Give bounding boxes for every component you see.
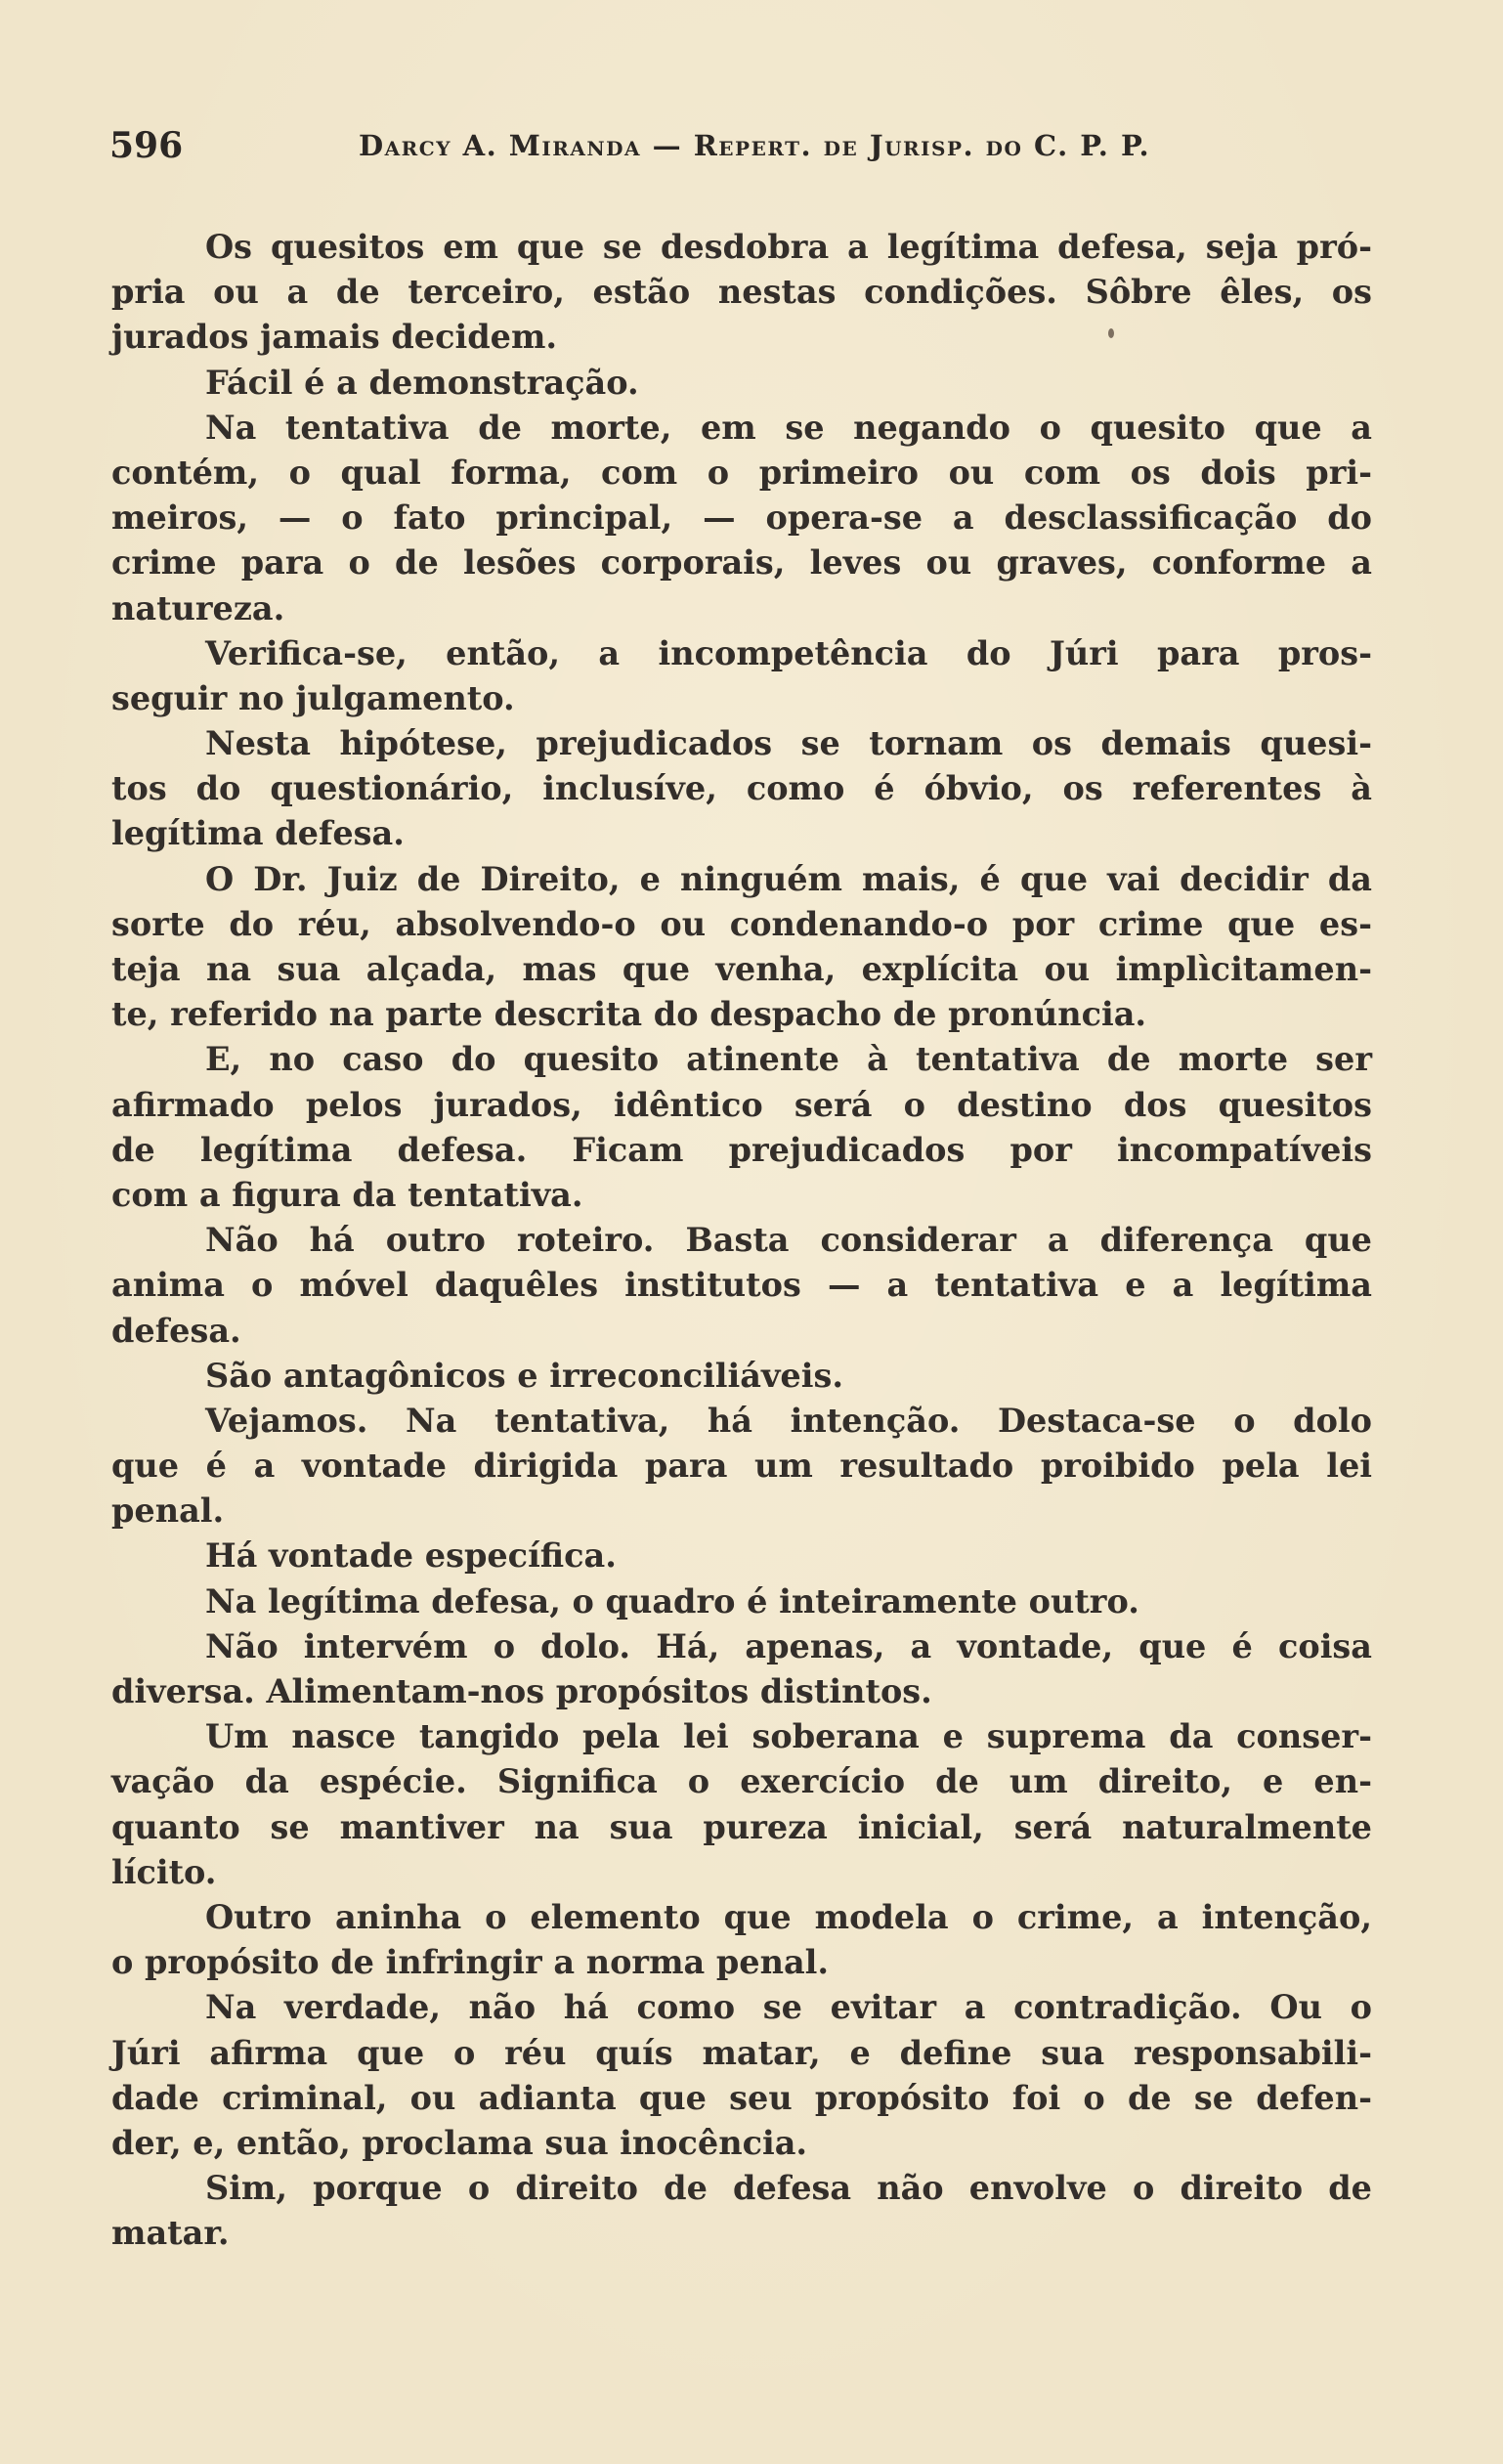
text-line: Um nasce tangido pela lei soberana e suprema da conser- xyxy=(205,1717,1372,1756)
paragraph xyxy=(111,1985,1372,2166)
text-line: natureza. xyxy=(111,588,285,627)
text-line: sorte do réu, absolvendo-o ou condenando-o por crime que es- xyxy=(111,904,1372,943)
running-title: Darcy A. Miranda — Repert. de Jurisp. do C. P. P. xyxy=(359,129,1151,162)
paragraph xyxy=(111,1354,1372,1399)
page-number: 596 xyxy=(109,125,184,166)
text-line: Sim, porque o direito de defesa não envolve o direito de xyxy=(205,2169,1372,2208)
text-line: Os quesitos em que se desdobra a legítima defesa, seja pró- xyxy=(205,228,1372,266)
paragraph xyxy=(111,1714,1372,1895)
text-line: Na verdade, não há como se evitar a contradição. Ou o xyxy=(205,1988,1372,2027)
paragraph xyxy=(111,361,1372,406)
running-head xyxy=(109,125,1370,174)
text-line: contém, o qual forma, com o primeiro ou com os dois pri- xyxy=(111,453,1372,492)
body-text xyxy=(111,225,1372,2256)
text-line: crime para o de lesões corporais, leves ou graves, conforme a xyxy=(111,543,1372,583)
paragraph xyxy=(111,1534,1372,1578)
text-line: jurados jamais decidem. xyxy=(111,318,558,357)
paragraph xyxy=(111,1624,1372,1714)
text-line: seguir no julgamento. xyxy=(111,678,515,717)
text-line: com a figura da tentativa. xyxy=(111,1175,583,1214)
text-line: teja na sua alçada, mas que venha, explícita ou implìcitamen- xyxy=(111,950,1372,988)
text-line: E, no caso do quesito atinente à tentativa de morte ser xyxy=(205,1040,1372,1079)
paragraph xyxy=(111,857,1372,1038)
paragraph xyxy=(111,1895,1372,1985)
text-line: São antagônicos e irreconciliáveis. xyxy=(205,1356,843,1395)
text-line: de legítima defesa. Ficam prejudicados por incompatíveis xyxy=(111,1130,1372,1169)
text-line: Há vontade específica. xyxy=(205,1536,617,1576)
text-line: matar. xyxy=(111,2214,230,2253)
text-line: afirmado pelos jurados, idêntico será o destino dos quesitos xyxy=(111,1085,1372,1124)
text-line: Não intervém o dolo. Há, apenas, a vontade, que é coisa xyxy=(205,1626,1372,1665)
paragraph xyxy=(111,721,1372,857)
text-line: penal. xyxy=(111,1491,225,1531)
text-line: O Dr. Juiz de Direito, e ninguém mais, é que vai decidir da xyxy=(205,859,1372,898)
paragraph xyxy=(111,631,1372,721)
paragraph xyxy=(111,1037,1372,1218)
text-line: o propósito de infringir a norma penal. xyxy=(111,1943,830,1982)
text-line: dade criminal, ou adianta que seu propósito foi o de se defen- xyxy=(111,2078,1372,2117)
text-line: Não há outro roteiro. Basta considerar a diferença que xyxy=(205,1221,1372,1260)
text-line: pria ou a de terceiro, estão nestas condições. Sôbre êles, os xyxy=(111,273,1372,312)
text-line: Verifica-se, então, a incompetência do Júri para pros- xyxy=(205,633,1372,672)
text-line: Na tentativa de morte, em se negando o quesito que a xyxy=(205,408,1372,447)
text-line: Júri afirma que o réu quís matar, e define sua responsabili- xyxy=(111,2033,1372,2072)
text-line: Fácil é a demonstração. xyxy=(205,363,639,402)
paragraph xyxy=(111,2166,1372,2256)
paragraph xyxy=(111,225,1372,361)
paragraph xyxy=(111,1579,1372,1624)
text-line: Nesta hipótese, prejudicados se tornam os demais quesi- xyxy=(205,724,1372,763)
text-line: Na legítima defesa, o quadro é inteiramente outro. xyxy=(205,1581,1139,1621)
paragraph xyxy=(111,1218,1372,1354)
paragraph xyxy=(111,406,1372,631)
text-line: vação da espécie. Significa o exercício de um direito, e en- xyxy=(111,1762,1372,1801)
text-line: te, referido na parte descrita do despacho de pronúncia. xyxy=(111,995,1147,1034)
text-line: defesa. xyxy=(111,1311,241,1350)
text-line: diversa. Alimentam-nos propósitos distintos. xyxy=(111,1672,932,1710)
text-line: Vejamos. Na tentativa, há intenção. Destaca-se o dolo xyxy=(205,1401,1372,1440)
text-line: tos do questionário, inclusíve, como é óbvio, os referentes à xyxy=(111,769,1372,808)
text-line: que é a vontade dirigida para um resultado proibido pela lei xyxy=(111,1447,1372,1486)
text-line: anima o móvel daquêles institutos — a tentativa e a legítima xyxy=(111,1266,1372,1305)
text-line: lícito. xyxy=(111,1852,217,1891)
paragraph xyxy=(111,1399,1372,1535)
text-line: meiros, — o fato principal, — opera-se a desclassificação do xyxy=(111,498,1372,538)
text-line: quanto se mantiver na sua pureza inicial, será naturalmente xyxy=(111,1807,1372,1846)
text-line: Outro aninha o elemento que modela o crime, a intenção, xyxy=(205,1897,1372,1936)
text-line: legítima defesa. xyxy=(111,814,405,853)
text-line: der, e, então, proclama sua inocência. xyxy=(111,2123,808,2162)
